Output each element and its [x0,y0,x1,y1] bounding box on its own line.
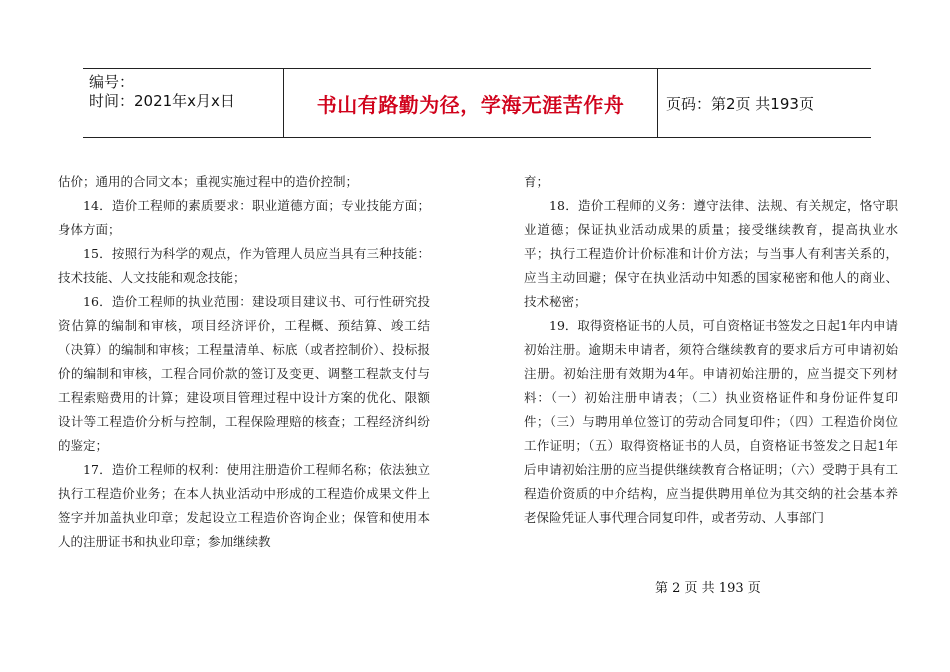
document-number-label: 编号： [89,73,135,91]
page-header [83,68,871,138]
paragraph: 育； [524,174,550,189]
paragraph: 16．造价工程师的执业范围：建设项目建议书、可行性研究投资估算的编制和审核，项目经济评价，工程概、预结算、竣工结（决算）的编制和审核；工程量清单、标底（或者控制价）、投标报价的编制和审核，工程合同价款的签订及变更、调整工程款支付与工程索赔费用的计算；建设项目管理过程中设计方案的优化、限额设计等工程造价分析与控制，工程保险理赔的核查；工程经济纠纷的鉴定； [58,294,430,453]
paragraph: 17．造价工程师的权利：使用注册造价工程师名称；依法独立执行工程造价业务；在本人执业活动中形成的工程造价成果文件上签字并加盖执业印章；发起设立工程造价咨询企业；保管和使用本人的注册证书和执业印章；参加继续教 [58,462,430,549]
document-time-label: 时间：2021年x月x日 [89,92,235,110]
left-text-column [58,170,430,554]
header-page-indicator: 页码：第2页 共193页 [666,94,814,113]
paragraph: 18．造价工程师的义务：遵守法律、法规、有关规定，恪守职业道德；保证执业活动成果的质量；接受继续教育，提高执业水平；执行工程造价计价标准和计价方法；与当事人有利害关系的，应当主动回避；保守在执业活动中知悉的国家秘密和他人的商业、技术秘密； [524,198,898,309]
paragraph: 15．按照行为科学的观点，作为管理人员应当具有三种技能：技术技能、人文技能和观念技能； [58,246,430,285]
paragraph: 19．取得资格证书的人员，可自资格证书签发之日起1年内申请初始注册。逾期未申请者，须符合继续教育的要求后方可申请初始注册。初始注册有效期为4年。申请初始注册的，应当提交下列材料：（一）初始注册申请表；（二）执业资格证件和身份证件复印件；（三）与聘用单位签订的劳动合同复印件；（四）工程造价岗位工作证明；（五）取得资格证书的人员，自资格证书签发之日起1年后申请初始注册的应当提供继续教育合格证明；（六）受聘于具有工程造价资质的中介结构，应当提供聘用单位为其交纳的社会基本养老保险凭证人事代理合同复印件，或者劳动、人事部门 [524,318,898,525]
header-meta [83,69,283,137]
paragraph: 估价；通用的合同文本；重视实施过程中的造价控制； [58,174,359,189]
paragraph: 14．造价工程师的素质要求：职业道德方面；专业技能方面；身体方面； [58,198,430,237]
header-motto: 书山有路勤为径，学海无涯苦作舟 [283,69,658,137]
page-footer: 第 2 页 共 193 页 [655,581,761,596]
right-text-column [524,170,898,530]
